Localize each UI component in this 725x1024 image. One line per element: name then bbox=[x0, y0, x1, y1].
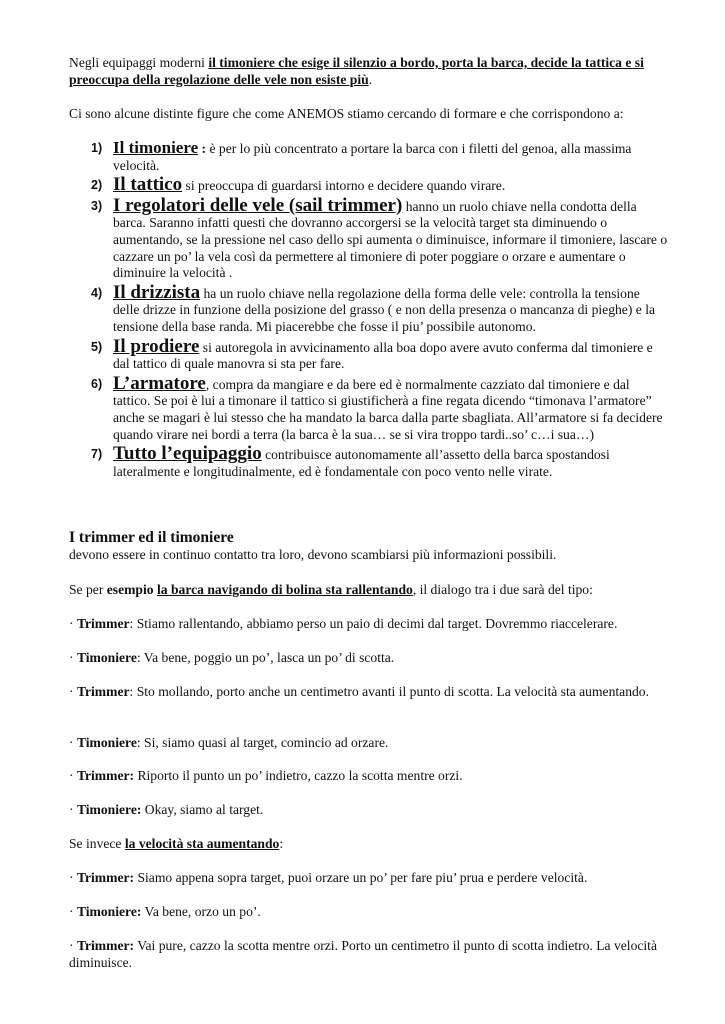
dialogue-text: : Sto mollando, porto anche un centimetro avanti il punto di scotta. La velocità sta aumentando. bbox=[129, 684, 649, 699]
dialogue-text: Vai pure, cazzo la scotta mentre orzi. Porto un centimetro il punto di scotta indietro. La velocità diminuisce. bbox=[69, 938, 657, 970]
role-description: , compra da mangiare e da bere ed è normalmente cazziato dal timoniere e dal tattico. Se poi è lui a timonare il tattico si giustificherà a fine regata dicendo “timonava l’armatore” anche se magari è lui stesso che ha mandato la barca dalla parte sbagliata. All’armatore si fa decidere quando virare nei bordi a terra (la barca è la sua… se si vira troppo tardi..so’ c…i sua…) bbox=[113, 376, 663, 442]
role-title: Il tattico bbox=[113, 174, 183, 196]
dialogue-bullet: · bbox=[69, 650, 77, 665]
dialogue-text: Va bene, orzo un po’. bbox=[141, 904, 261, 919]
role-title: Il timoniere bbox=[113, 138, 199, 157]
role-item bbox=[69, 194, 669, 282]
figures-intro: Ci sono alcune distinte figure che come ANEMOS stiamo cercando di formare e che corrispondono a: bbox=[69, 106, 624, 121]
dialogue-speaker: Trimmer bbox=[76, 616, 130, 631]
dialogue-speaker: Timoniere bbox=[76, 735, 137, 750]
dialogue-bullet: · bbox=[69, 904, 77, 919]
role-item bbox=[69, 174, 669, 196]
section-text: devono essere in continuo contatto tra loro, devono scambiarsi più informazioni possibili. bbox=[69, 546, 557, 562]
example-intro-underlined: la barca navigando di bolina sta rallentando bbox=[156, 582, 413, 597]
dialogue-speaker: Timoniere: bbox=[76, 904, 142, 919]
dialogue-line bbox=[69, 768, 669, 785]
role-number: 7) bbox=[91, 447, 103, 462]
role-description: si autoregola in avvicinamento alla boa dopo avere avuto conferma dal timoniere e dal tattico di quale manovra si sta per fare. bbox=[113, 339, 653, 372]
role-description: si preoccupa di guardarsi intorno e decidere quando virare. bbox=[182, 178, 506, 194]
example2-prefix: Se invece bbox=[69, 836, 125, 851]
role-title-suffix: : bbox=[198, 141, 207, 156]
dialogue-line bbox=[69, 616, 669, 633]
role-title: L’armatore bbox=[113, 372, 206, 394]
dialogue-speaker: Timoniere bbox=[76, 650, 137, 665]
dialogue-bullet: · bbox=[69, 616, 77, 631]
dialogue-text: Siamo appena sopra target, puoi orzare un po’ per fare piu’ prua e perdere velocità. bbox=[134, 870, 588, 885]
roles-list bbox=[69, 140, 669, 483]
role-item bbox=[69, 281, 669, 336]
role-description: contribuisce autonomamente all’assetto della barca spostandosi lateralmente e longitudinalmente, ed è fondamentale con poco vento nelle virate. bbox=[113, 447, 610, 479]
dialogue-bullet: · bbox=[69, 684, 77, 699]
dialogue-line bbox=[69, 650, 669, 667]
role-number: 6) bbox=[91, 376, 103, 391]
role-description: hanno un ruolo chiave nella condotta della barca. Saranno infatti questi che dovranno accorgersi se la velocità target sta diminuendo o aumentando, se la pressione nel caso dello spi aumenta o diminuisce, informare il timoniere, lascare o cazzare un po’ la vela così da permettere al timoniere di poter poggiare o orzare e aumentare o diminuire la velocità . bbox=[113, 198, 668, 281]
role-number: 1) bbox=[91, 141, 103, 155]
dialogue-speaker: Trimmer: bbox=[76, 768, 135, 783]
dialogue-text: Riporto il punto un po’ indietro, cazzo la scotta mentre orzi. bbox=[134, 768, 463, 783]
role-item bbox=[69, 140, 669, 174]
dialogue-bullet: · bbox=[69, 768, 77, 783]
dialogue-text: Okay, siamo al target. bbox=[141, 802, 264, 817]
role-title: I regolatori delle vele (sail trimmer) bbox=[113, 194, 403, 216]
section bbox=[69, 530, 669, 563]
role-item bbox=[69, 443, 669, 480]
dialogue-bullet: · bbox=[69, 938, 77, 953]
dialogue-line bbox=[69, 802, 669, 819]
role-number: 3) bbox=[91, 198, 103, 213]
dialogue-speaker: Trimmer: bbox=[76, 938, 135, 953]
example2-underlined: la velocità sta aumentando bbox=[124, 836, 280, 851]
role-description: è per lo più concentrato a portare la barca con i filetti del genoa, alla massima velocità. bbox=[113, 141, 632, 173]
dialogue-speaker: Timoniere: bbox=[76, 802, 142, 817]
dialogue-bullet: · bbox=[69, 870, 77, 885]
dialogue-line bbox=[69, 938, 669, 971]
role-item bbox=[69, 335, 669, 373]
dialogue-line bbox=[69, 904, 669, 921]
dialogue-speaker: Trimmer: bbox=[76, 870, 135, 885]
role-number: 4) bbox=[91, 285, 103, 300]
role-description: ha un ruolo chiave nella regolazione della forma delle vele: controlla la tensione delle drizze in funzione della posizione del grasso ( e non della presenza o mancanza di pieghe) e la tensione della base randa. Mi piacerebbe che fosse il piu’ possibile autonomo. bbox=[113, 285, 656, 334]
dialogue-line bbox=[69, 870, 669, 887]
example2-suffix: : bbox=[279, 836, 284, 851]
role-number: 2) bbox=[91, 178, 103, 193]
intro-emphasis: il timoniere che esige il silenzio a bordo, porta la barca, decide la tattica e si preoccupa della regolazione delle vele non esiste più bbox=[69, 55, 644, 87]
role-title: Il drizzista bbox=[113, 281, 201, 303]
role-number: 5) bbox=[91, 339, 103, 354]
dialogue-text: : Si, siamo quasi al target, comincio ad orzare. bbox=[136, 735, 389, 750]
intro-prefix: Negli equipaggi moderni bbox=[69, 55, 209, 70]
intro-paragraph bbox=[69, 55, 669, 88]
role-title: Il prodiere bbox=[113, 335, 200, 357]
dialogue-line bbox=[69, 684, 669, 701]
dialogue-line bbox=[69, 735, 669, 752]
role-title: Tutto l’equipaggio bbox=[113, 443, 262, 465]
role-item bbox=[69, 372, 669, 443]
dialogue-bullet: · bbox=[69, 802, 77, 817]
section-heading: I trimmer ed il timoniere bbox=[69, 529, 234, 546]
example-intro-prefix: Se per bbox=[69, 582, 107, 597]
example-intro-bold: esempio bbox=[106, 582, 154, 597]
example2-intro bbox=[69, 836, 669, 853]
example-intro-suffix: , il dialogo tra i due sarà del tipo: bbox=[412, 582, 593, 597]
dialogue-text: : Stiamo rallentando, abbiamo perso un paio di decimi dal target. Dovremmo riaccelerare. bbox=[129, 616, 618, 631]
dialogue-bullet: · bbox=[69, 735, 77, 750]
dialogue-speaker: Trimmer bbox=[76, 684, 130, 699]
dialogue-text: : Va bene, poggio un po’, lasca un po’ di scotta. bbox=[136, 650, 395, 665]
intro-suffix: . bbox=[368, 71, 373, 87]
example-intro bbox=[69, 582, 669, 599]
